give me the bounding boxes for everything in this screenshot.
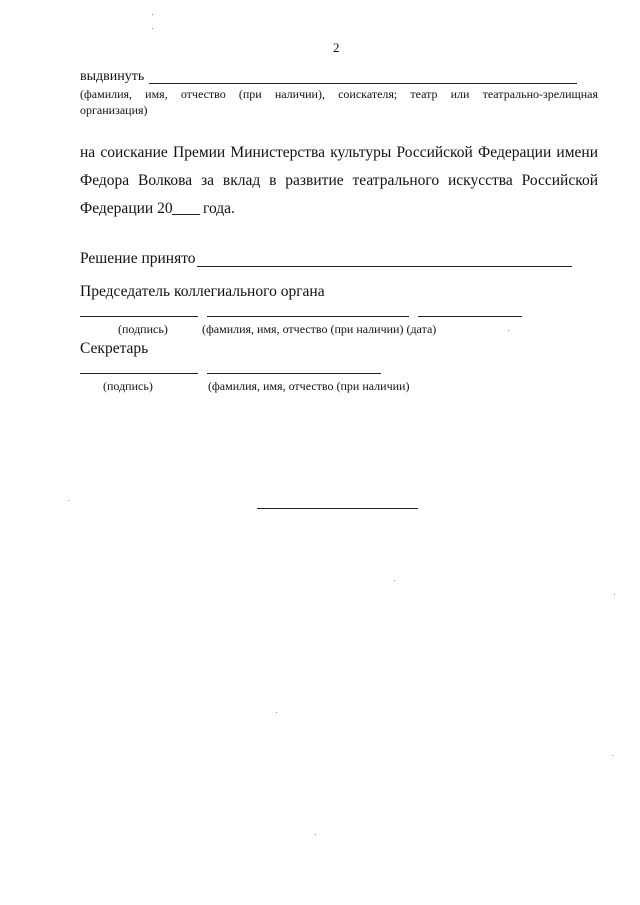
decision-label: Решение принято: [80, 250, 196, 267]
year-blank-line: [172, 214, 200, 215]
scan-speck: [614, 594, 615, 595]
nominee-note-line2: организация): [80, 103, 148, 117]
scan-speck: [394, 580, 395, 581]
chairman-signature-line: [80, 316, 198, 317]
scan-speck: [315, 834, 316, 835]
chairman-date-line: [418, 316, 522, 317]
decision-blank-line: [197, 266, 572, 267]
scan-speck: [612, 755, 613, 756]
secretary-signature-line: [80, 373, 198, 374]
scan-speck: [508, 330, 509, 331]
body-text-line3: Федерации 20: [80, 200, 173, 217]
scan-speck: [152, 28, 153, 29]
chairman-signature-caption: (подпись): [118, 322, 168, 336]
secretary-signature-caption: (подпись): [103, 379, 153, 393]
chairman-name-date-caption: (фамилия, имя, отчество (при наличии) (дата): [202, 322, 437, 336]
page-number: 2: [333, 40, 340, 55]
chairman-title: Председатель коллегиального органа: [80, 283, 325, 300]
body-text-line1: на соискание Премии Министерства культуры Российской Федерации имени: [80, 144, 598, 161]
secretary-name-line: [207, 373, 381, 374]
document-end-line: [257, 508, 418, 509]
scan-speck: [152, 14, 153, 15]
secretary-title: Секретарь: [80, 340, 149, 357]
body-text-line2: Федора Волкова за вклад в развитие театрального искусства Российской: [80, 172, 598, 189]
chairman-name-line: [207, 316, 409, 317]
scan-speck: [68, 500, 69, 501]
body-year-word: года.: [203, 200, 235, 217]
nominee-note-line1: (фамилия, имя, отчество (при наличии), соискателя; театр или театрально-зрелищная: [80, 87, 598, 101]
secretary-name-caption: (фамилия, имя, отчество (при наличии): [208, 379, 410, 393]
nominee-blank-line: [149, 83, 577, 84]
nominate-label: выдвинуть: [80, 69, 145, 84]
scan-speck: [276, 712, 277, 713]
